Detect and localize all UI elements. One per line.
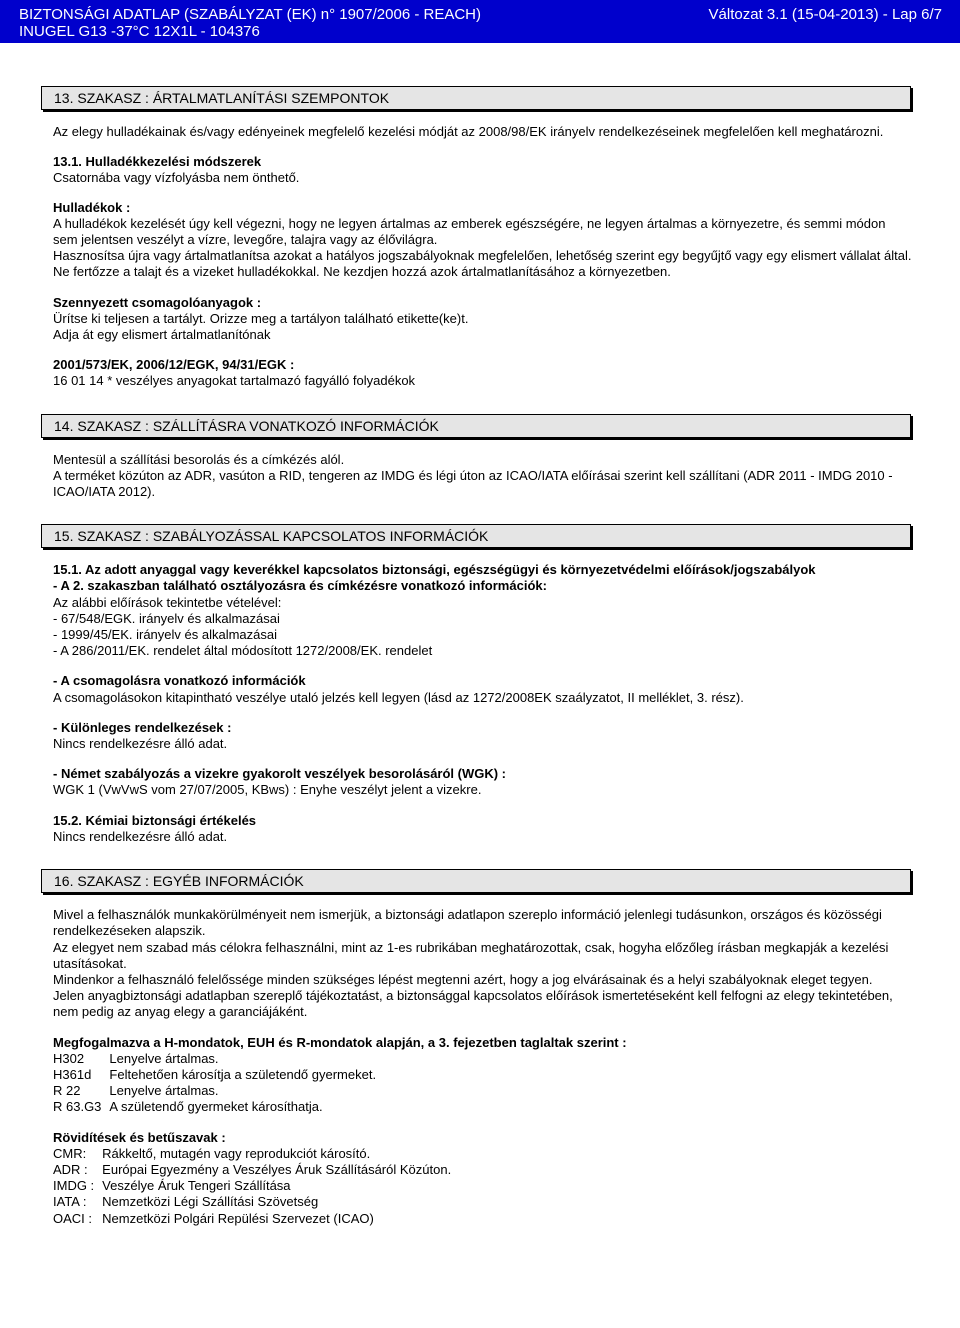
- s16-p4: Jelen anyagbiztonsági adatlapban szereplő tájékoztatást, a biztonsággal kapcsolatos előírások ismertetéseként kell felfogni az elegy tekintetében, nem pedig az anyag elegy a garanciájáként.: [53, 988, 897, 1020]
- s16-p3: Mindenkor a felhasználó felelőssége minden szükséges lépést megtenni azért, hogy a jog elvárásainak és a helyi szabályoknak eleget tegyen.: [53, 971, 873, 987]
- s15-1-a-title: - A 2. szakaszban található osztályozásra és címkézésre vonatkozó információk:: [53, 578, 547, 594]
- s16-p2: Az elegyet nem szabad más célokra felhasználni, mint az 1-es rubrikában meghatározottak, csak, hogyha előzőleg írásban megkapják a kezelési utasításokat.: [53, 939, 892, 971]
- waste-p1: A hulladékok kezelését úgy kell végezni, hogy ne legyen ártalmas az emberek egészségére, ne legyen ártalmas a környezetre, és semmi módon sem jelentsen veszélyt a vízre, levegőre, talajra vagy az élővilágra.: [53, 215, 890, 248]
- section-13-heading: 13. SZAKASZ : ÁRTALMATLANÍTÁSI SZEMPONTOK: [41, 86, 911, 110]
- s16-p1: Mivel a felhasználók munkakörülményeit nem ismerjük, a biztonsági adatlapon szereplo információ jelenlegi tudásunkon, országos és közösségi rendelkezéseken alapszik.: [53, 907, 886, 939]
- abbreviation-code: ADR :: [53, 1161, 88, 1177]
- waste-code-title: 2001/573/EK, 2006/12/EGK, 94/31/EGK :: [53, 357, 295, 373]
- packaging-p2: Adja át egy elismert ártalmatlanítónak: [53, 327, 271, 343]
- s13-1-text: Csatornába vagy vízfolyásba nem önthető.: [53, 170, 300, 186]
- s15-1-title: 15.1. Az adott anyaggal vagy keverékkel kapcsolatos biztonsági, egészségügyi és környezetvédelmi előírások/jogszabályok: [53, 562, 816, 578]
- s15-1-line: - 67/548/EGK. irányelv és alkalmazásai: [53, 610, 280, 626]
- h-phrase-text: A születendő gyermeket károsíthatja.: [109, 1099, 323, 1115]
- s15-2-title: 15.2. Kémiai biztonsági értékelés: [53, 812, 257, 828]
- s15-2-text: Nincs rendelkezésre álló adat.: [53, 828, 228, 844]
- abbreviation-code: OACI :: [53, 1210, 93, 1226]
- h-phrases-title: Megfogalmazva a H-mondatok, EUH és R-mondatok alapján, a 3. fejezetben taglaltak szerint :: [53, 1034, 627, 1050]
- section-15-heading: 15. SZAKASZ : SZABÁLYOZÁSSAL KAPCSOLATOS INFORMÁCIÓK: [41, 524, 911, 548]
- product-name: INUGEL G13 -37°C 12X1L - 104376: [19, 23, 260, 40]
- abbreviation-row: [53, 1146, 451, 1162]
- h-phrase-code: R 63.G3: [53, 1099, 102, 1115]
- s15-1-line: Az alábbi előírások tekintetbe vételével:: [53, 594, 282, 610]
- abbreviation-text: Európai Egyezmény a Veszélyes Áruk Szállításáról Közúton.: [102, 1161, 452, 1177]
- h-phrase-row: [53, 1051, 376, 1067]
- abbreviation-code: IATA :: [53, 1194, 87, 1210]
- h-phrase-row: [53, 1083, 376, 1099]
- s15-1-line: - A 286/2011/EK. rendelet által módosított 1272/2008/EK. rendelet: [53, 643, 433, 659]
- packaging-title: Szennyezett csomagolóanyagok :: [53, 294, 262, 310]
- s14-p1: Mentesül a szállítási besorolás és a címkézés alól.: [53, 451, 345, 467]
- s13-intro: Az elegy hulladékainak és/vagy edényeinek megfelelő kezelési módját az 2008/98/EK irányelv rendelkezéseinek megfelelően kell meghatározni.: [53, 124, 884, 139]
- special-provisions-title: - Különleges rendelkezések :: [53, 719, 232, 735]
- h-phrase-code: H302: [53, 1050, 85, 1066]
- document-body: [53, 86, 913, 1227]
- abbreviations-title: Rövidítések és betűszavak :: [53, 1129, 226, 1145]
- waste-code-text: 16 01 14 * veszélyes anyagokat tartalmazó fagyálló folyadékok: [53, 373, 416, 389]
- s15-1-line: - 1999/45/EK. irányelv és alkalmazásai: [53, 627, 278, 643]
- abbreviation-code: IMDG :: [53, 1178, 95, 1194]
- abbreviation-text: Nemzetközi Légi Szállítási Szövetség: [102, 1194, 319, 1210]
- page-header: [0, 0, 960, 43]
- abbreviation-text: Nemzetközi Polgári Repülési Szervezet (ICAO): [102, 1210, 374, 1226]
- special-provisions-text: Nincs rendelkezésre álló adat.: [53, 736, 228, 752]
- h-phrase-row: [53, 1067, 376, 1083]
- wgk-title: - Német szabályozás a vizekre gyakorolt veszélyek besorolásáról (WGK) :: [53, 766, 507, 782]
- wgk-text: WGK 1 (VwVwS vom 27/07/2005, KBws) : Enyhe veszélyt jelent a vizekre.: [53, 782, 482, 798]
- waste-p2: Hasznosítsa újra vagy ártalmatlanítsa azokat a hatályos jogszabályoknak megfelelően, lehetőség szerint egy begyűjtő vagy egy elismert vállalat által.: [53, 248, 912, 264]
- document-title: BIZTONSÁGI ADATLAP (SZABÁLYZAT (EK) n° 1907/2006 - REACH): [19, 6, 481, 23]
- h-phrase-text: Feltehetően károsítja a születendő gyermeket.: [109, 1066, 377, 1082]
- section-16-heading: 16. SZAKASZ : EGYÉB INFORMÁCIÓK: [41, 869, 911, 893]
- abbreviations-table: [53, 1146, 451, 1227]
- abbreviation-row: [53, 1211, 451, 1227]
- abbreviation-text: Rákkeltő, mutagén vagy reprodukciót károsító.: [102, 1145, 371, 1161]
- packaging-p1: Ürítse ki teljesen a tartályt. Orizze meg a tartályon található etikette(ke)t.: [53, 310, 469, 326]
- s14-p2: A terméket közúton az ADR, vasúton a RID, tengeren az IMDG és légi úton az ICAO/IATA előírásai szerint kell szállítani (ADR 2011 - IMDG 2010 - ICAO/IATA 2012).: [53, 467, 897, 500]
- s13-1-title: 13.1. Hulladékkezelési módszerek: [53, 154, 262, 170]
- waste-title: Hulladékok :: [53, 199, 131, 215]
- h-phrase-text: Lenyelve ártalmas.: [109, 1050, 219, 1066]
- waste-p3: Ne fertőzze a talajt és a vizeket hulladékokkal. Ne kezdjen hozzá azok ártalmatlanításához a környezetben.: [53, 264, 671, 280]
- packaging-info-text: A csomagolásokon kitapintható veszélye utaló jelzés kell legyen (lásd az 1272/2008EK szaályzatot, II melléklet, 3. rész).: [53, 689, 744, 705]
- h-phrases-table: [53, 1051, 376, 1116]
- h-phrase-text: Lenyelve ártalmas.: [109, 1083, 219, 1099]
- abbreviation-text: Veszélye Áruk Tengeri Szállítása: [102, 1178, 291, 1194]
- h-phrase-row: [53, 1099, 376, 1115]
- abbreviation-row: [53, 1178, 451, 1194]
- h-phrase-code: R 22: [53, 1083, 81, 1099]
- abbreviation-row: [53, 1162, 451, 1178]
- h-phrase-code: H361d: [53, 1066, 92, 1082]
- abbreviation-row: [53, 1194, 451, 1210]
- version-page-info: Változat 3.1 (15-04-2013) - Lap 6/7: [708, 6, 942, 23]
- abbreviation-code: CMR:: [53, 1145, 87, 1161]
- packaging-info-title: - A csomagolásra vonatkozó információk: [53, 673, 306, 689]
- section-14-heading: 14. SZAKASZ : SZÁLLÍTÁSRA VONATKOZÓ INFORMÁCIÓK: [41, 414, 911, 438]
